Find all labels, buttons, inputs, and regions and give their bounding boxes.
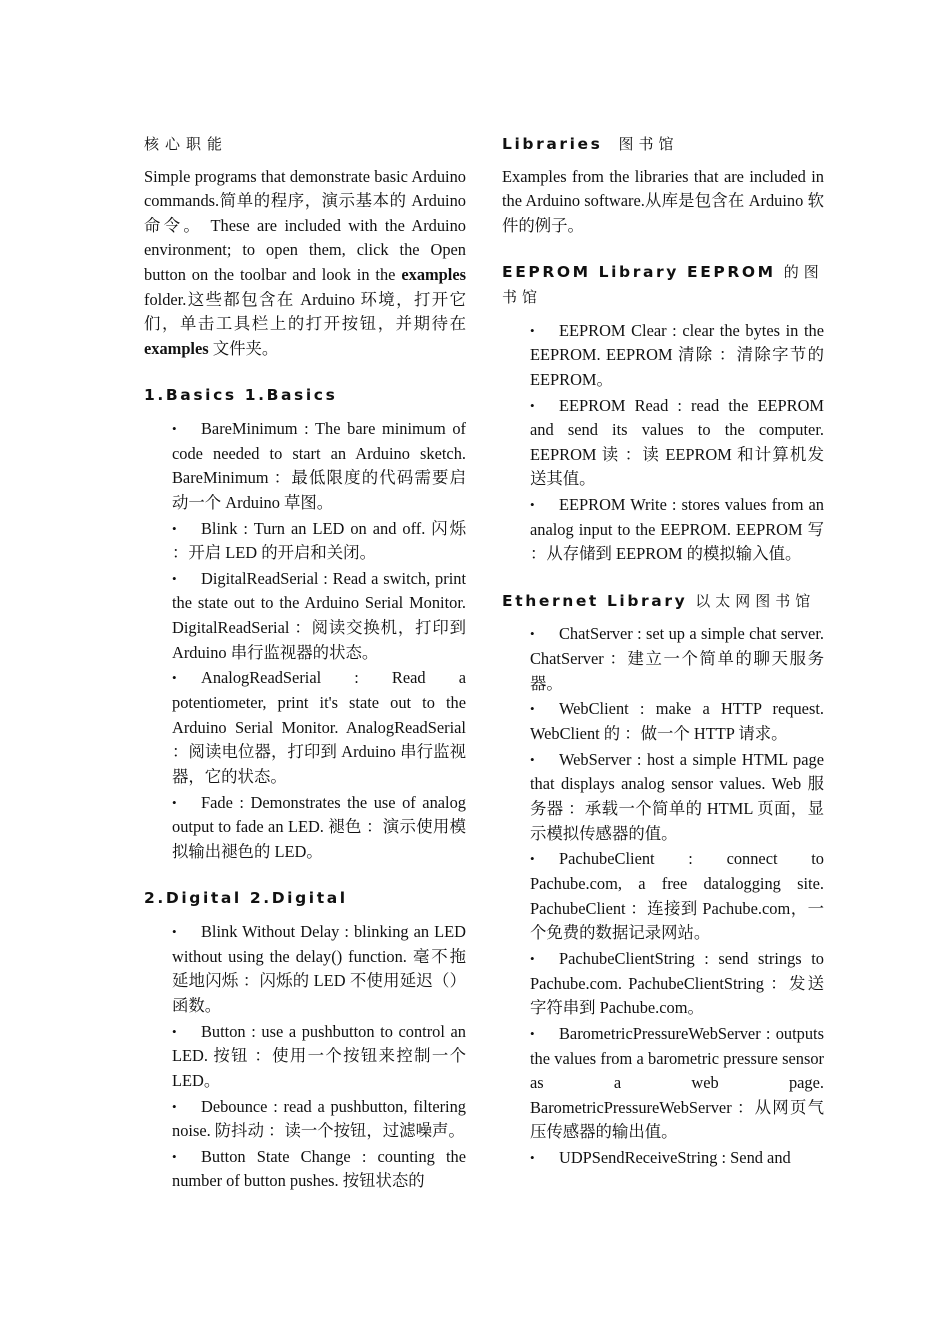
list-item: • EEPROM Read : read the EEPROM and send its values to the computer. EEPROM 读 ：读 EEPROM 和计算机发送其值。 bbox=[530, 395, 824, 489]
list-item: • Debounce : read a pushbutton, filtering noise. 防抖动 ：读一个按钮，过滤噪声。 bbox=[172, 1096, 466, 1141]
list-item: • WebServer : host a simple HTML page that displays analog sensor values. Web 服务器 ：承载一个简单的 HTML 页面，显示模拟传感器的值。 bbox=[530, 749, 824, 843]
list-item: • EEPROM Write : stores values from an analog input to the EEPROM. EEPROM 写 ：从存储到 EEPROM 的模拟输入值。 bbox=[530, 495, 824, 564]
basics-list bbox=[144, 417, 466, 864]
list-item: • Button : use a pushbutton to control an LED. 按钮 ：使用一个按钮来控制一个 LED。 bbox=[172, 1021, 466, 1090]
eeprom-heading bbox=[502, 260, 824, 309]
list-item: • Button State Change : counting the number of button pushes. 按钮状态的 bbox=[172, 1146, 466, 1191]
ethernet-heading-en: Ethernet Library bbox=[502, 591, 688, 610]
libraries-heading bbox=[502, 132, 824, 157]
bullet-icon: • bbox=[530, 1150, 535, 1166]
bullet-icon: • bbox=[530, 851, 535, 867]
bullet-icon: • bbox=[530, 497, 535, 513]
list-item: • PachubeClientString : send strings to Pachube.com. PachubeClientString ：发送字符串到 Pachube.com。 bbox=[530, 948, 824, 1018]
right-column bbox=[502, 132, 824, 1172]
bullet-icon: • bbox=[530, 950, 535, 966]
bullet-icon: • bbox=[172, 420, 177, 436]
bullet-icon: • bbox=[172, 1148, 177, 1164]
libraries-heading-en: Libraries bbox=[502, 135, 603, 153]
intro-bold-examples-2: examples bbox=[144, 338, 209, 358]
basics-heading: 1.Basics 1.Basics bbox=[144, 386, 338, 405]
intro-text-2: folder.这些都包含在 Arduino 环境，打开它们，单击工具栏上的打开按钮，并期待在 bbox=[144, 289, 466, 334]
list-item: • BareMinimum : The bare minimum of code needed to start an Arduino sketch. BareMinimum ：最低限度的代码需要启动一个 Arduino 草图。 bbox=[172, 418, 466, 512]
digital-list bbox=[144, 920, 466, 1194]
list-item: • Blink Without Delay : blinking an LED without using the delay() function. 毫不拖延地闪烁 ：闪烁的 LED 不使用延迟（）函数。 bbox=[172, 921, 466, 1015]
bullet-icon: • bbox=[530, 397, 535, 413]
eeprom-list bbox=[502, 319, 824, 567]
bullet-icon: • bbox=[172, 1023, 177, 1039]
bullet-icon: • bbox=[172, 1098, 177, 1114]
libraries-intro: Examples from the libraries that are included in the Arduino software.从库是包含在 Arduino 软件的例子。 bbox=[502, 166, 824, 235]
intro-text-3: 文件夹。 bbox=[208, 338, 279, 358]
list-item: • PachubeClient : connect to Pachube.com, a free datalogging site. PachubeClient ：连接到 Pachube.com，一个免费的数据记录网站。 bbox=[530, 849, 824, 943]
left-column bbox=[144, 132, 466, 1195]
bullet-icon: • bbox=[530, 1025, 535, 1041]
list-item: • DigitalReadSerial : Read a switch, print the state out to the Arduino Serial Monitor. DigitalReadSerial ：阅读交换机，打印到 Arduino 串行监视器的状态。 bbox=[172, 568, 466, 662]
libraries-heading-cn: 图书馆 bbox=[618, 135, 679, 153]
ethernet-heading-cn: 以太网图书馆 bbox=[695, 591, 816, 610]
intro-text-1: Simple programs that demonstrate basic Arduino commands.简单的程序，演示基本的 Arduino 命令。 These are included with the Arduino environment; to open them, click the Open button on the toolbar and look in the bbox=[144, 166, 466, 284]
list-item: • EEPROM Clear : clear the bytes in the EEPROM. EEPROM 清除 ：清除字节的 EEPROM。 bbox=[530, 320, 824, 389]
ethernet-list bbox=[502, 622, 824, 1170]
list-item: • Fade : Demonstrates the use of analog output to fade an LED. 褪色 ：演示使用模拟输出褪色的 LED。 bbox=[172, 792, 466, 861]
intro-bold-examples-1: examples bbox=[401, 264, 466, 284]
ethernet-heading bbox=[502, 589, 824, 614]
list-item: • AnalogReadSerial : Read a potentiometer, print it's state out to the Arduino Serial Monitor. AnalogReadSerial ：阅读电位器，打印到 Arduino 串行监视器，它的状态。 bbox=[172, 668, 466, 786]
bullet-icon: • bbox=[530, 626, 535, 642]
eeprom-heading-en: EEPROM Library EEPROM bbox=[502, 263, 776, 282]
list-item: • Blink : Turn an LED on and off. 闪烁 ：开启 LED 的开启和关闭。 bbox=[172, 518, 466, 563]
list-item: • WebClient : make a HTTP request. WebClient 的 ：做一个 HTTP 请求。 bbox=[530, 699, 824, 744]
bullet-icon: • bbox=[172, 923, 177, 939]
list-item: • BarometricPressureWebServer : outputs the values from a barometric pressure sensor as a web page. BarometricPressureWebServer ：从网页气压传感器的输出值。 bbox=[530, 1023, 824, 1142]
bullet-icon: • bbox=[172, 570, 177, 586]
bullet-icon: • bbox=[172, 520, 177, 536]
eeprom-heading-cn: 的图书馆 bbox=[502, 263, 824, 306]
digital-heading: 2.Digital 2.Digital bbox=[144, 889, 348, 908]
bullet-icon: • bbox=[172, 670, 177, 686]
intro-paragraph bbox=[144, 165, 466, 362]
bullet-icon: • bbox=[530, 322, 535, 338]
list-item: • UDPSendReceiveString : Send and bbox=[530, 1146, 824, 1171]
bullet-icon: • bbox=[172, 794, 177, 810]
bullet-icon: • bbox=[530, 751, 535, 767]
core-functions-heading: 核心职能 bbox=[144, 135, 229, 153]
list-item: • ChatServer : set up a simple chat server. ChatServer ：建立一个简单的聊天服务器。 bbox=[530, 624, 824, 693]
bullet-icon: • bbox=[530, 701, 535, 717]
